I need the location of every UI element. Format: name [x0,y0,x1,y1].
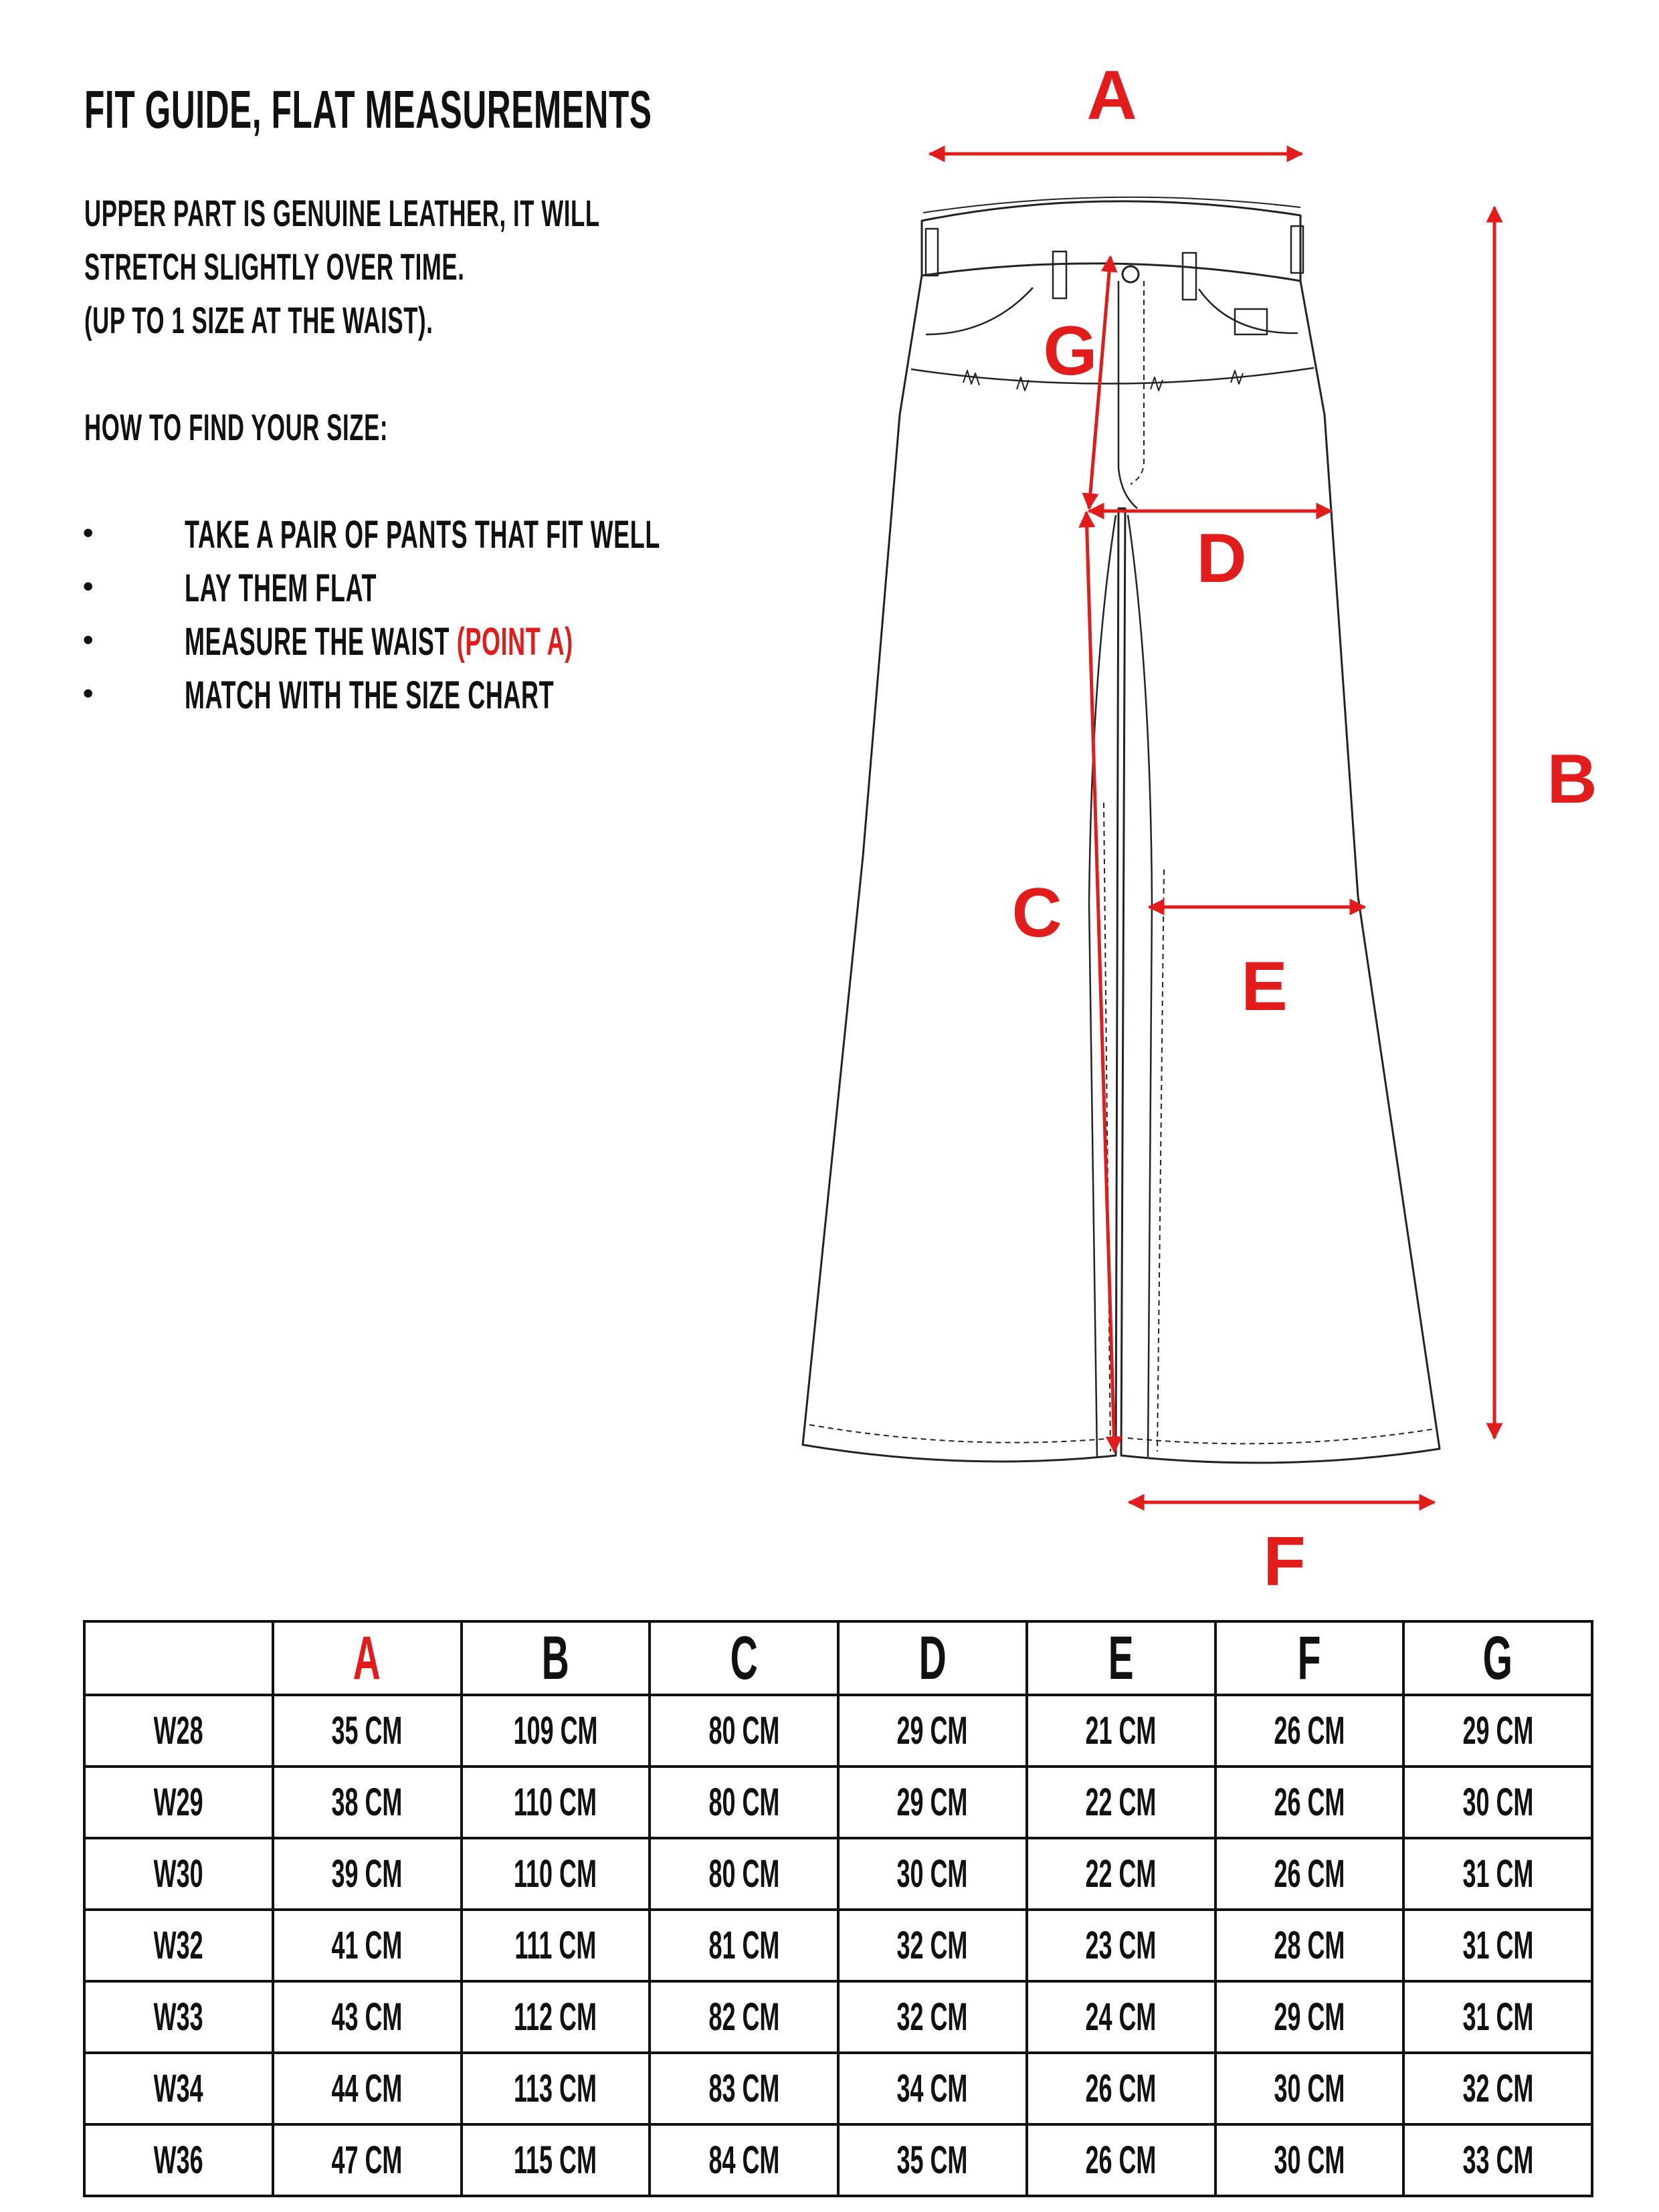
page-title: FIT GUIDE, FLAT MEASUREMENTS [84,80,652,139]
cell-a: 43 CM [273,1981,462,2053]
size-label: W34 [84,2053,273,2124]
cell-b: 110 CM [462,1838,650,1910]
cell-e: 22 CM [1027,1767,1215,1838]
cell-e: 26 CM [1027,2053,1215,2124]
step-item: MATCH WITH THE SIZE CHART [185,674,555,717]
cell-f: 30 CM [1215,2124,1404,2196]
measurement-arrows [930,154,1494,1502]
cell-d: 32 CM [838,1981,1027,2053]
step-item: LAY THEM FLAT [185,567,377,610]
table-row [84,2053,1592,2124]
header-g: G [1403,1621,1592,1695]
dimension-labels [1011,57,1597,1601]
cell-c: 82 CM [650,1981,838,2053]
cell-c: 80 CM [650,1767,838,1838]
bullet-icon: • [83,516,94,549]
cell-c: 83 CM [650,2053,838,2124]
label-a: A [1086,57,1137,134]
header-d: D [838,1621,1027,1695]
cell-a: 39 CM [273,1838,462,1910]
cell-d: 35 CM [838,2124,1027,2196]
header-f: F [1215,1621,1404,1695]
how-to-heading: HOW TO FIND YOUR SIZE: [84,406,389,448]
cell-b: 113 CM [462,2053,650,2124]
cell-g: 31 CM [1403,1981,1592,2053]
step-item: MEASURE THE WAIST (POINT A) [185,620,573,664]
cell-e: 23 CM [1027,1910,1215,1981]
cell-c: 84 CM [650,2124,838,2196]
step-item: TAKE A PAIR OF PANTS THAT FIT WELL [185,513,660,557]
cell-g: 31 CM [1403,1910,1592,1981]
header-c: C [650,1621,838,1695]
cell-a: 47 CM [273,2124,462,2196]
cell-c: 80 CM [650,1695,838,1767]
cell-a: 44 CM [273,2053,462,2124]
cell-f: 26 CM [1215,1695,1404,1767]
bullet-icon: • [83,677,94,710]
cell-e: 24 CM [1027,1981,1215,2053]
cell-b: 111 CM [462,1910,650,1981]
cell-g: 30 CM [1403,1767,1592,1838]
cell-a: 38 CM [273,1767,462,1838]
cell-f: 29 CM [1215,1981,1404,2053]
header-a: A [273,1621,462,1695]
bullet-icon: • [83,570,94,603]
label-b: B [1547,740,1597,818]
table-row [84,1767,1592,1838]
cell-e: 26 CM [1027,2124,1215,2196]
cell-e: 21 CM [1027,1695,1215,1767]
table-header-row [84,1621,1592,1695]
cell-b: 110 CM [462,1767,650,1838]
size-label: W33 [84,1981,273,2053]
cell-f: 26 CM [1215,1767,1404,1838]
table-row [84,1695,1592,1767]
leather-note-line-1: UPPER PART IS GENUINE LEATHER, IT WILL [84,192,600,234]
cell-c: 80 CM [650,1838,838,1910]
size-chart-table [83,1620,1593,2197]
leather-note-line-2: STRETCH SLIGHTLY OVER TIME. [84,245,465,288]
pants-outline [803,197,1440,1463]
size-label: W32 [84,1910,273,1981]
cell-d: 29 CM [838,1767,1027,1838]
table-row [84,1981,1592,2053]
bullet-icon: • [83,623,94,656]
cell-a: 41 CM [273,1910,462,1981]
cell-c: 81 CM [650,1910,838,1981]
cell-a: 35 CM [273,1695,462,1767]
cell-e: 22 CM [1027,1838,1215,1910]
cell-d: 34 CM [838,2053,1027,2124]
size-label: W29 [84,1767,273,1838]
cell-f: 30 CM [1215,2053,1404,2124]
cell-g: 29 CM [1403,1695,1592,1767]
cell-b: 109 CM [462,1695,650,1767]
cell-f: 26 CM [1215,1838,1404,1910]
label-g: G [1043,312,1098,390]
size-label: W36 [84,2124,273,2196]
cell-d: 32 CM [838,1910,1027,1981]
cell-f: 28 CM [1215,1910,1404,1981]
cell-g: 33 CM [1403,2124,1592,2196]
header-b: B [462,1621,650,1695]
label-c: C [1011,874,1062,952]
cell-g: 32 CM [1403,2053,1592,2124]
header-e: E [1027,1621,1215,1695]
label-f: F [1263,1523,1306,1601]
cell-d: 29 CM [838,1695,1027,1767]
table-row [84,2124,1592,2196]
size-label: W30 [84,1838,273,1910]
header-corner [84,1621,273,1695]
label-e: E [1241,948,1288,1025]
leather-note-line-3: (UP TO 1 SIZE AT THE WAIST). [84,299,433,341]
table-row [84,1838,1592,1910]
cell-b: 115 CM [462,2124,650,2196]
label-d: D [1196,520,1247,597]
cell-b: 112 CM [462,1981,650,2053]
size-label: W28 [84,1695,273,1767]
table-row [84,1910,1592,1981]
cell-g: 31 CM [1403,1838,1592,1910]
cell-d: 30 CM [838,1838,1027,1910]
